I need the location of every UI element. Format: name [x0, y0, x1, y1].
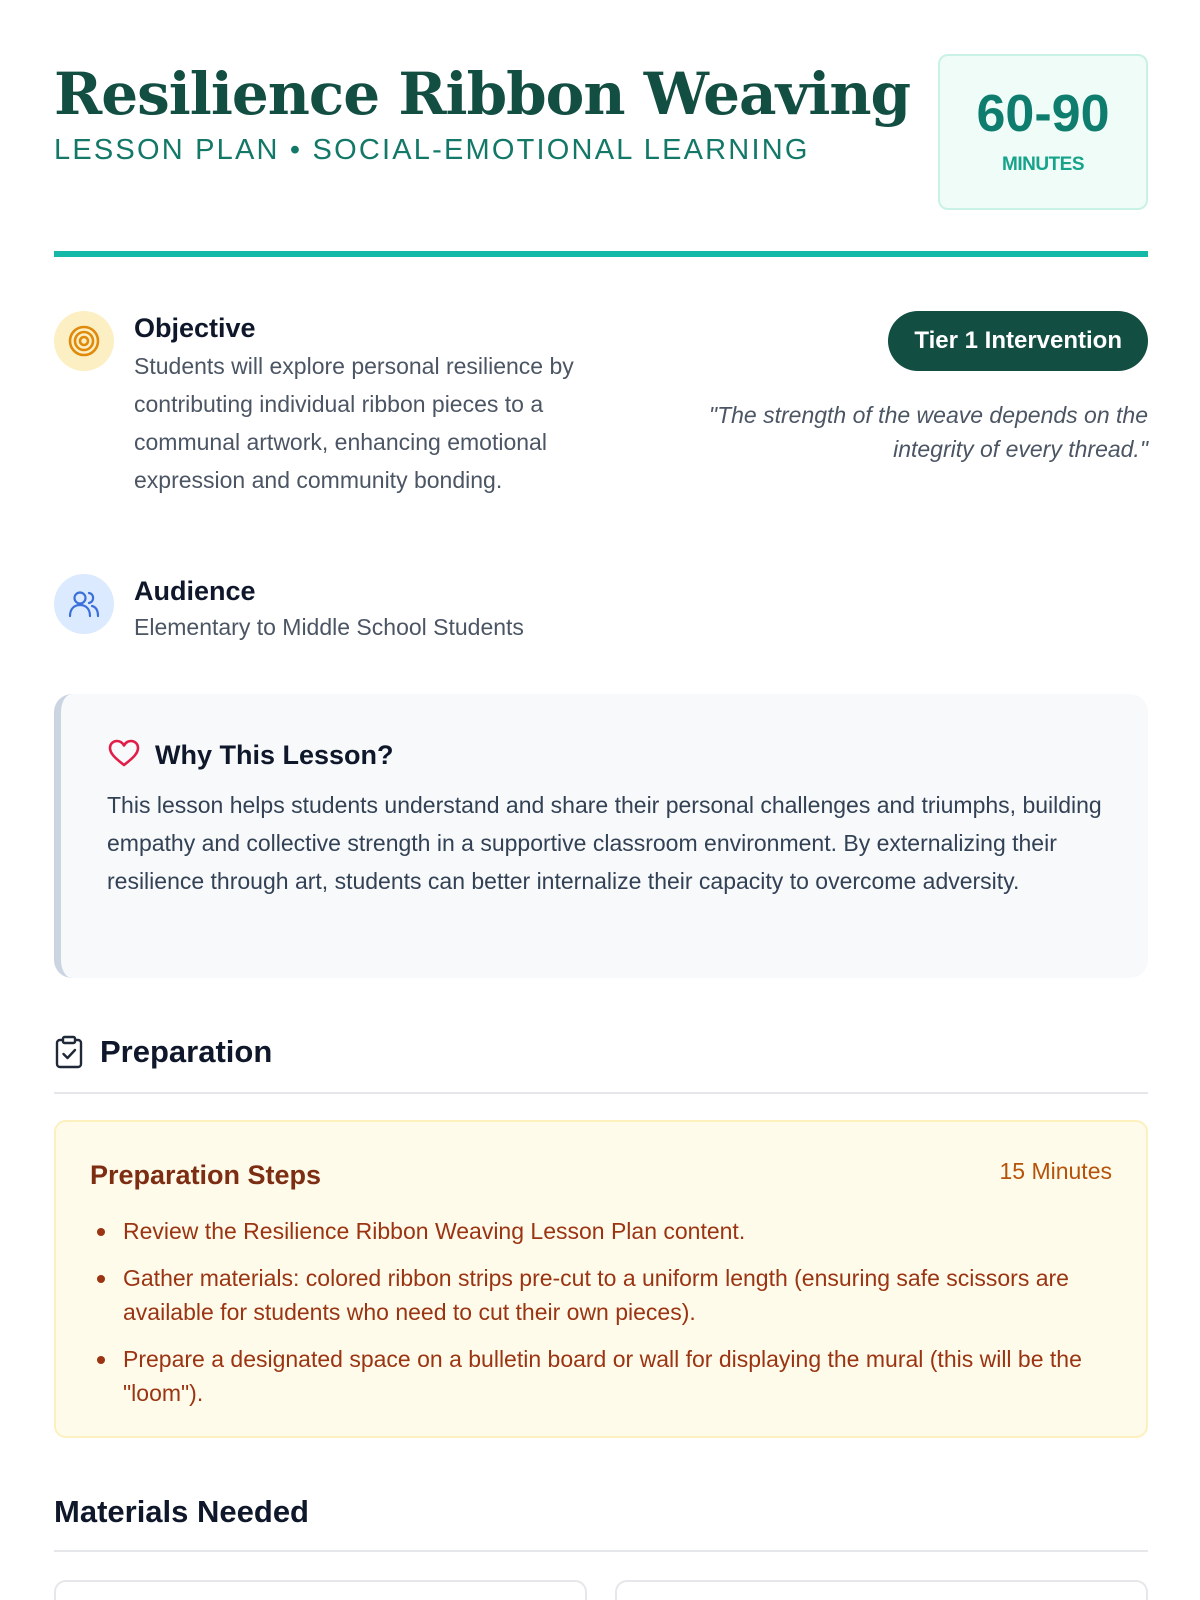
objective-text: Students will explore personal resilience by contributing individual ribbon pieces to a communal artwork, enhancing emotional expression and community bonding.: [134, 353, 574, 493]
preparation-steps-title: Preparation Steps: [90, 1160, 322, 1190]
header-divider: [54, 251, 1148, 257]
list-item: Gather materials: colored ribbon strips pre-cut to a uniform length (ensuring safe scissors are available for students who need to cut their own pieces).: [90, 1261, 1110, 1329]
materials-header: [54, 1494, 1148, 1552]
users-icon: [54, 574, 114, 634]
heart-icon: [107, 738, 141, 773]
objective-section: [54, 311, 594, 531]
tier-badge: Tier 1 Intervention: [888, 311, 1148, 371]
preparation-steps-list: [90, 1214, 1110, 1423]
preparation-header: [54, 1034, 1148, 1094]
lesson-header: [54, 52, 1148, 212]
clipboard-check-icon: [54, 1035, 84, 1069]
list-item: Prepare a designated space on a bulletin board or wall for displaying the mural (this will be the "loom").: [90, 1342, 1110, 1410]
lesson-quote: "The strength of the weave depends on the integrity of every thread.": [708, 402, 1148, 462]
target-icon: [54, 311, 114, 371]
objective-label: Objective: [134, 313, 256, 343]
preparation-steps-card: [54, 1120, 1148, 1438]
why-text: This lesson helps students understand and share their personal challenges and triumphs, building empathy and collective strength in a supportive classroom environment. By externalizing their resilience through art, students can better internalize their capacity to overcome adversity.: [107, 792, 1102, 894]
material-card: [54, 1580, 587, 1600]
duration-value: 60-90: [976, 85, 1110, 143]
audience-section: [54, 574, 594, 644]
material-card: [615, 1580, 1148, 1600]
materials-title: Materials Needed: [54, 1494, 309, 1529]
why-title: Why This Lesson?: [155, 740, 394, 770]
page-title: Resilience Ribbon Weaving: [54, 60, 911, 128]
why-lesson-card: [54, 694, 1148, 978]
duration-card: [938, 54, 1148, 210]
duration-unit: MINUTES: [1002, 154, 1084, 175]
preparation-title: Preparation: [100, 1034, 273, 1069]
page-subtitle: LESSON PLAN • SOCIAL-EMOTIONAL LEARNING: [54, 134, 810, 166]
list-item: Review the Resilience Ribbon Weaving Lesson Plan content.: [90, 1214, 1110, 1248]
audience-label: Audience: [134, 576, 256, 606]
preparation-time: 15 Minutes: [999, 1158, 1112, 1184]
audience-text: Elementary to Middle School Students: [134, 614, 524, 640]
